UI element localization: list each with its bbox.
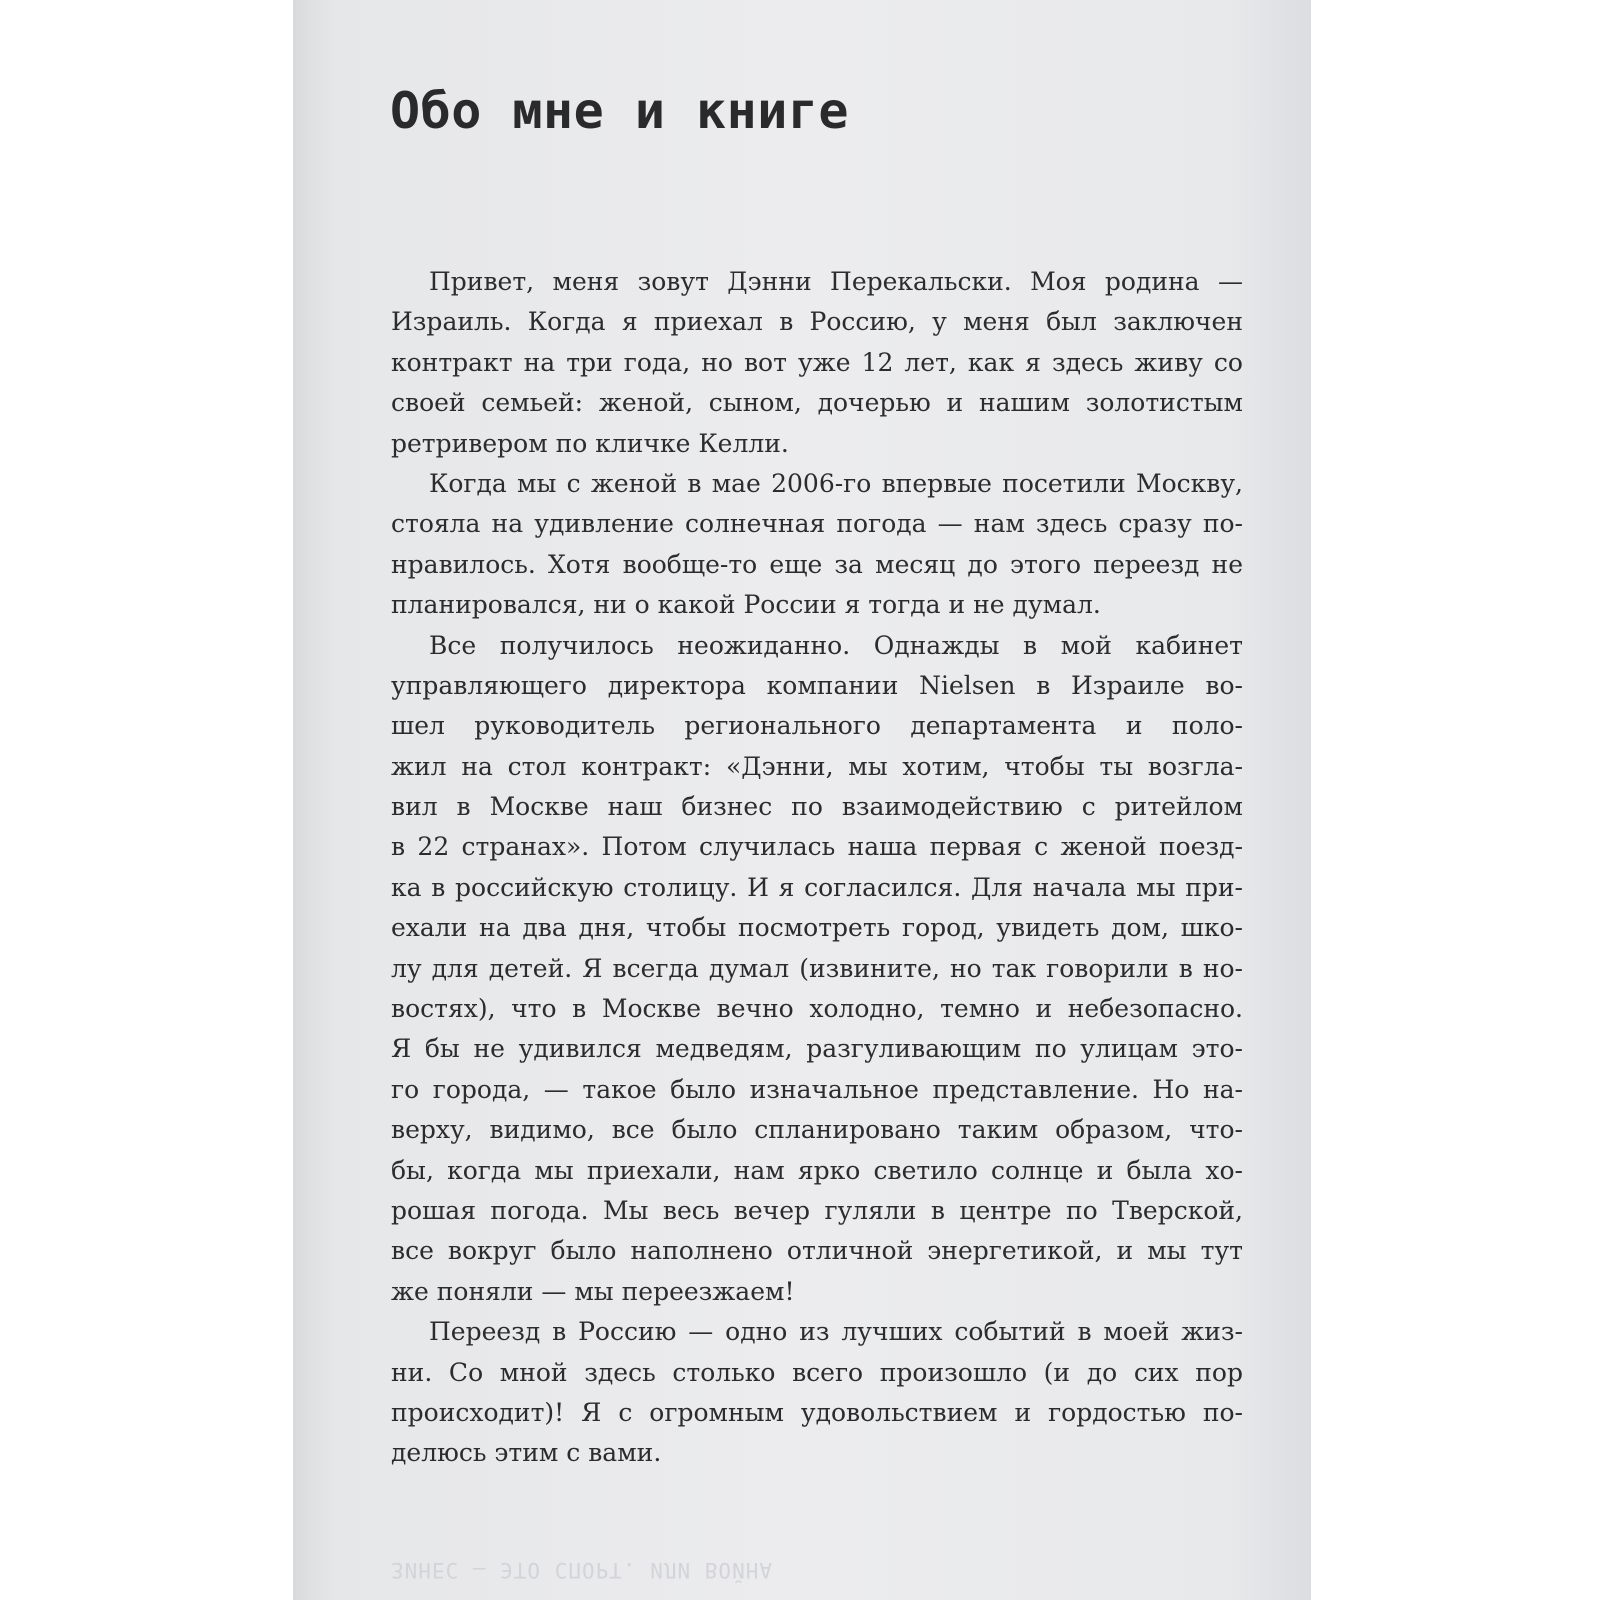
text-line: же поняли — мы переезжаем!: [391, 1276, 795, 1306]
paragraph-2: [391, 464, 1243, 626]
page-title: Обо мне и книге: [390, 82, 850, 140]
text-line: рошая погода. Мы весь вечер гуляли в центре по Тверской,: [391, 1195, 1243, 1225]
text-line: шел руководитель регионального департамента и поло-: [391, 711, 1243, 741]
paragraph-1: [391, 262, 1243, 464]
text-line: верху, видимо, все было спланировано таким образом, что-: [391, 1115, 1243, 1145]
text-line: нравилось. Хотя вообще-то еще за месяц до этого переезд не: [391, 549, 1243, 579]
text-line: ретривером по кличке Келли.: [391, 428, 789, 458]
text-line: своей семьей: женой, сыном, дочерью и нашим золотистым: [391, 388, 1243, 418]
text-line: происходит)! Я с огромным удовольствием и гордостью по-: [391, 1397, 1243, 1427]
text-line: планировался, ни о какой России я тогда и не думал.: [391, 590, 1101, 620]
text-line: Израиль. Когда я приехал в Россию, у меня был заключен: [391, 307, 1243, 337]
text-line: Я бы не удивился медведям, разгуливающим по улицам это-: [391, 1034, 1243, 1064]
book-page: [293, 0, 1311, 1600]
text-line: вил в Москве наш бизнес по взаимодействию с ритейлом: [391, 792, 1243, 822]
text-line: Когда мы с женой в мае 2006-го впервые посетили Москву,: [429, 468, 1243, 498]
text-line: стояла на удивление солнечная погода — нам здесь сразу по-: [391, 509, 1243, 539]
text-line: ни. Со мной здесь столько всего произошло (и до сих пор: [391, 1357, 1243, 1387]
text-line: ехали на два дня, чтобы посмотреть город, увидеть дом, шко-: [391, 913, 1243, 943]
text-line: востях), что в Москве вечно холодно, темно и небезопасно.: [391, 994, 1243, 1024]
text-line: Все получилось неожиданно. Однажды в мой кабинет: [429, 630, 1243, 660]
text-line: го города, — такое было изначальное представление. Но на-: [391, 1074, 1243, 1104]
text-line: делюсь этим с вами.: [391, 1438, 662, 1468]
text-line: управляющего директора компании Nielsen в Израиле во-: [391, 670, 1243, 700]
body-text: [391, 262, 1243, 1474]
text-line: в 22 странах». Потом случилась наша первая с женой поезд-: [391, 832, 1243, 862]
paragraph-4: [391, 1312, 1243, 1474]
paragraph-3: [391, 626, 1243, 1313]
text-line: ка в российскую столицу. И я согласился. Для начала мы при-: [391, 872, 1243, 902]
bleed-through-footer: ЗИНЕС — ЭТО СПОРТ. ИЛИ ВОЙНА: [391, 1558, 774, 1582]
text-line: контракт на три года, но вот уже 12 лет, как я здесь живу со: [391, 347, 1243, 377]
text-line: бы, когда мы приехали, нам ярко светило солнце и была хо-: [391, 1155, 1243, 1185]
text-line: жил на стол контракт: «Дэнни, мы хотим, чтобы ты возгла-: [391, 751, 1243, 781]
text-line: Привет, меня зовут Дэнни Перекальски. Моя родина —: [429, 267, 1243, 296]
text-line: Переезд в Россию — одно из лучших событий в моей жиз-: [429, 1317, 1243, 1347]
text-line: все вокруг было наполнено отличной энергетикой, и мы тут: [391, 1236, 1243, 1266]
text-line: лу для детей. Я всегда думал (извините, но так говорили в но-: [391, 953, 1243, 983]
